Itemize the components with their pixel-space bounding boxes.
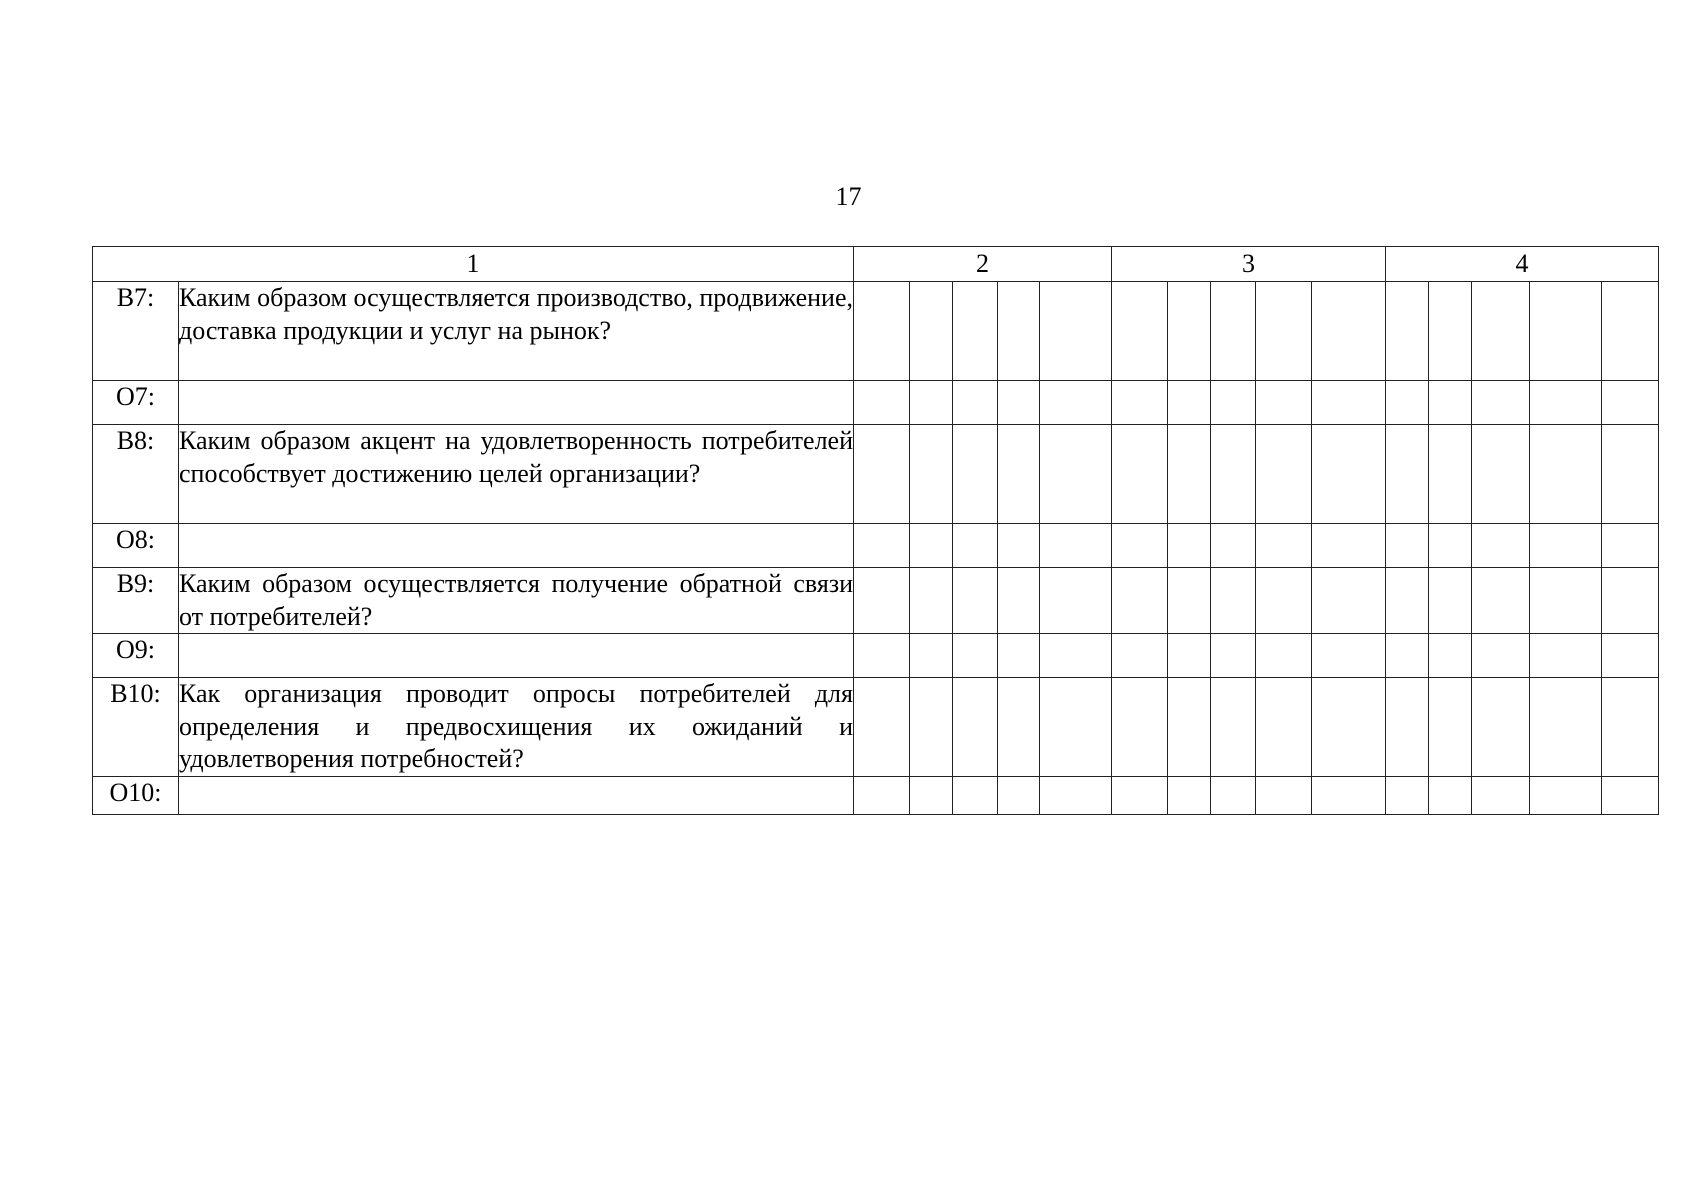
rating-cell[interactable] — [1168, 634, 1211, 678]
row-label: В10: — [93, 678, 179, 777]
rating-cell[interactable] — [1211, 568, 1256, 634]
rating-cell[interactable] — [1112, 634, 1168, 678]
answer-field[interactable] — [179, 777, 854, 815]
rating-cell[interactable] — [1472, 777, 1530, 815]
rating-cell[interactable] — [1530, 381, 1602, 425]
question-text: Каким образом акцент на удовлетворенность потребителей способствует достижению целей организации? — [179, 425, 854, 524]
question-text: Каким образом осуществляется получение обратной связи от потребителей? — [179, 568, 854, 634]
rating-cell[interactable] — [1602, 524, 1659, 568]
rating-cell[interactable] — [1112, 568, 1168, 634]
row-label: В9: — [93, 568, 179, 634]
rating-cell[interactable] — [1602, 777, 1659, 815]
rating-cell[interactable] — [998, 381, 1040, 425]
rating-cell[interactable] — [953, 425, 998, 524]
rating-cell[interactable] — [1312, 634, 1386, 678]
assessment-table — [92, 246, 1659, 815]
rating-cell[interactable] — [998, 568, 1040, 634]
rating-cell[interactable] — [1429, 634, 1472, 678]
rating-cell[interactable] — [1168, 568, 1211, 634]
rating-cell[interactable] — [1040, 381, 1112, 425]
rating-cell[interactable] — [1256, 678, 1312, 777]
rating-cell[interactable] — [1602, 568, 1659, 634]
rating-cell[interactable] — [1386, 381, 1429, 425]
table-row — [93, 381, 1659, 425]
header-row — [93, 247, 1659, 282]
rating-cell[interactable] — [1112, 282, 1168, 381]
row-label: В7: — [93, 282, 179, 381]
answer-field[interactable] — [179, 634, 854, 678]
rating-cell[interactable] — [1602, 634, 1659, 678]
row-label: О9: — [93, 634, 179, 678]
answer-field[interactable] — [179, 381, 854, 425]
rating-cell[interactable] — [1211, 678, 1256, 777]
header-col-4: 4 — [1386, 247, 1659, 282]
rating-cell[interactable] — [1530, 425, 1602, 524]
rating-cell[interactable] — [953, 777, 998, 815]
rating-cell[interactable] — [1040, 634, 1112, 678]
rating-cell[interactable] — [1040, 425, 1112, 524]
rating-cell[interactable] — [1386, 568, 1429, 634]
header-col-2: 2 — [854, 247, 1112, 282]
rating-cell[interactable] — [953, 678, 998, 777]
rating-cell[interactable] — [1386, 634, 1429, 678]
rating-cell[interactable] — [1530, 524, 1602, 568]
page-number: 17 — [835, 182, 862, 211]
rating-cell[interactable] — [1530, 777, 1602, 815]
rating-cell[interactable] — [1429, 568, 1472, 634]
rating-cell[interactable] — [1256, 568, 1312, 634]
rating-cell[interactable] — [854, 634, 910, 678]
rating-cell[interactable] — [1429, 678, 1472, 777]
rating-cell[interactable] — [854, 381, 910, 425]
rating-cell[interactable] — [910, 524, 953, 568]
rating-cell[interactable] — [1472, 568, 1530, 634]
rating-cell[interactable] — [910, 777, 953, 815]
row-label: В8: — [93, 425, 179, 524]
rating-cell[interactable] — [953, 568, 998, 634]
rating-cell[interactable] — [1112, 678, 1168, 777]
rating-cell[interactable] — [1386, 524, 1429, 568]
table-row — [93, 282, 1659, 381]
rating-cell[interactable] — [1429, 524, 1472, 568]
rating-cell[interactable] — [1040, 524, 1112, 568]
rating-cell[interactable] — [1530, 282, 1602, 381]
question-text: Как организация проводит опросы потребителей для определения и предвосхищения их ожиданий и удовлетворения потребностей? — [179, 678, 854, 777]
rating-cell[interactable] — [998, 777, 1040, 815]
rating-cell[interactable] — [1530, 634, 1602, 678]
question-text: Каким образом осуществляется производство, продвижение, доставка продукции и услуг на рынок? — [179, 282, 854, 381]
rating-cell[interactable] — [854, 777, 910, 815]
rating-cell[interactable] — [1429, 425, 1472, 524]
rating-cell[interactable] — [1386, 678, 1429, 777]
rating-cell[interactable] — [1040, 777, 1112, 815]
rating-cell[interactable] — [1211, 524, 1256, 568]
header-col-1: 1 — [93, 247, 854, 282]
rating-cell[interactable] — [1211, 282, 1256, 381]
rating-cell[interactable] — [910, 568, 953, 634]
rating-cell[interactable] — [1386, 425, 1429, 524]
rating-cell[interactable] — [1040, 568, 1112, 634]
rating-cell[interactable] — [1256, 634, 1312, 678]
rating-cell[interactable] — [1256, 381, 1312, 425]
rating-cell[interactable] — [1112, 524, 1168, 568]
rating-cell[interactable] — [1256, 425, 1312, 524]
rating-cell[interactable] — [1211, 425, 1256, 524]
rating-cell[interactable] — [1602, 425, 1659, 524]
rating-cell[interactable] — [1472, 425, 1530, 524]
rating-cell[interactable] — [1472, 634, 1530, 678]
rating-cell[interactable] — [1040, 678, 1112, 777]
rating-cell[interactable] — [1312, 282, 1386, 381]
row-label: О7: — [93, 381, 179, 425]
rating-cell[interactable] — [998, 282, 1040, 381]
table-row — [93, 678, 1659, 777]
rating-cell[interactable] — [953, 282, 998, 381]
rating-cell[interactable] — [1472, 381, 1530, 425]
rating-cell[interactable] — [1472, 524, 1530, 568]
rating-cell[interactable] — [1168, 777, 1211, 815]
rating-cell[interactable] — [1168, 381, 1211, 425]
rating-cell[interactable] — [1530, 568, 1602, 634]
rating-cell[interactable] — [1168, 678, 1211, 777]
rating-cell[interactable] — [1530, 678, 1602, 777]
rating-cell[interactable] — [1312, 381, 1386, 425]
rating-cell[interactable] — [1256, 524, 1312, 568]
rating-cell[interactable] — [998, 678, 1040, 777]
rating-cell[interactable] — [953, 381, 998, 425]
row-label: О8: — [93, 524, 179, 568]
rating-cell[interactable] — [854, 425, 910, 524]
rating-cell[interactable] — [1211, 381, 1256, 425]
rating-cell[interactable] — [1602, 678, 1659, 777]
rating-cell[interactable] — [910, 425, 953, 524]
rating-cell[interactable] — [1211, 777, 1256, 815]
rating-cell[interactable] — [1256, 777, 1312, 815]
rating-cell[interactable] — [998, 425, 1040, 524]
rating-cell[interactable] — [1602, 381, 1659, 425]
rating-cell[interactable] — [1472, 282, 1530, 381]
rating-cell[interactable] — [854, 282, 910, 381]
rating-cell[interactable] — [1040, 282, 1112, 381]
table-row — [93, 568, 1659, 634]
rating-cell[interactable] — [1168, 282, 1211, 381]
rating-cell[interactable] — [998, 524, 1040, 568]
rating-cell[interactable] — [1312, 678, 1386, 777]
rating-cell[interactable] — [1112, 425, 1168, 524]
rating-cell[interactable] — [998, 634, 1040, 678]
table-row — [93, 634, 1659, 678]
rating-cell[interactable] — [910, 282, 953, 381]
rating-cell[interactable] — [1211, 634, 1256, 678]
rating-cell[interactable] — [1312, 568, 1386, 634]
rating-cell[interactable] — [1168, 425, 1211, 524]
rating-cell[interactable] — [1312, 524, 1386, 568]
rating-cell[interactable] — [953, 524, 998, 568]
table-row — [93, 524, 1659, 568]
rating-cell[interactable] — [1429, 282, 1472, 381]
rating-cell[interactable] — [854, 678, 910, 777]
rating-cell[interactable] — [1112, 777, 1168, 815]
rating-cell[interactable] — [1386, 777, 1429, 815]
row-label: О10: — [93, 777, 179, 815]
rating-cell[interactable] — [1312, 425, 1386, 524]
rating-cell[interactable] — [910, 381, 953, 425]
rating-cell[interactable] — [854, 524, 910, 568]
rating-cell[interactable] — [910, 678, 953, 777]
table-row — [93, 777, 1659, 815]
rating-cell[interactable] — [1472, 678, 1530, 777]
rating-cell[interactable] — [1112, 381, 1168, 425]
rating-cell[interactable] — [1429, 777, 1472, 815]
header-col-3: 3 — [1112, 247, 1386, 282]
rating-cell[interactable] — [910, 634, 953, 678]
rating-cell[interactable] — [1312, 777, 1386, 815]
rating-cell[interactable] — [953, 634, 998, 678]
table-row — [93, 425, 1659, 524]
rating-cell[interactable] — [854, 568, 910, 634]
rating-cell[interactable] — [1429, 381, 1472, 425]
rating-cell[interactable] — [1386, 282, 1429, 381]
answer-field[interactable] — [179, 524, 854, 568]
rating-cell[interactable] — [1256, 282, 1312, 381]
rating-cell[interactable] — [1168, 524, 1211, 568]
rating-cell[interactable] — [1602, 282, 1659, 381]
